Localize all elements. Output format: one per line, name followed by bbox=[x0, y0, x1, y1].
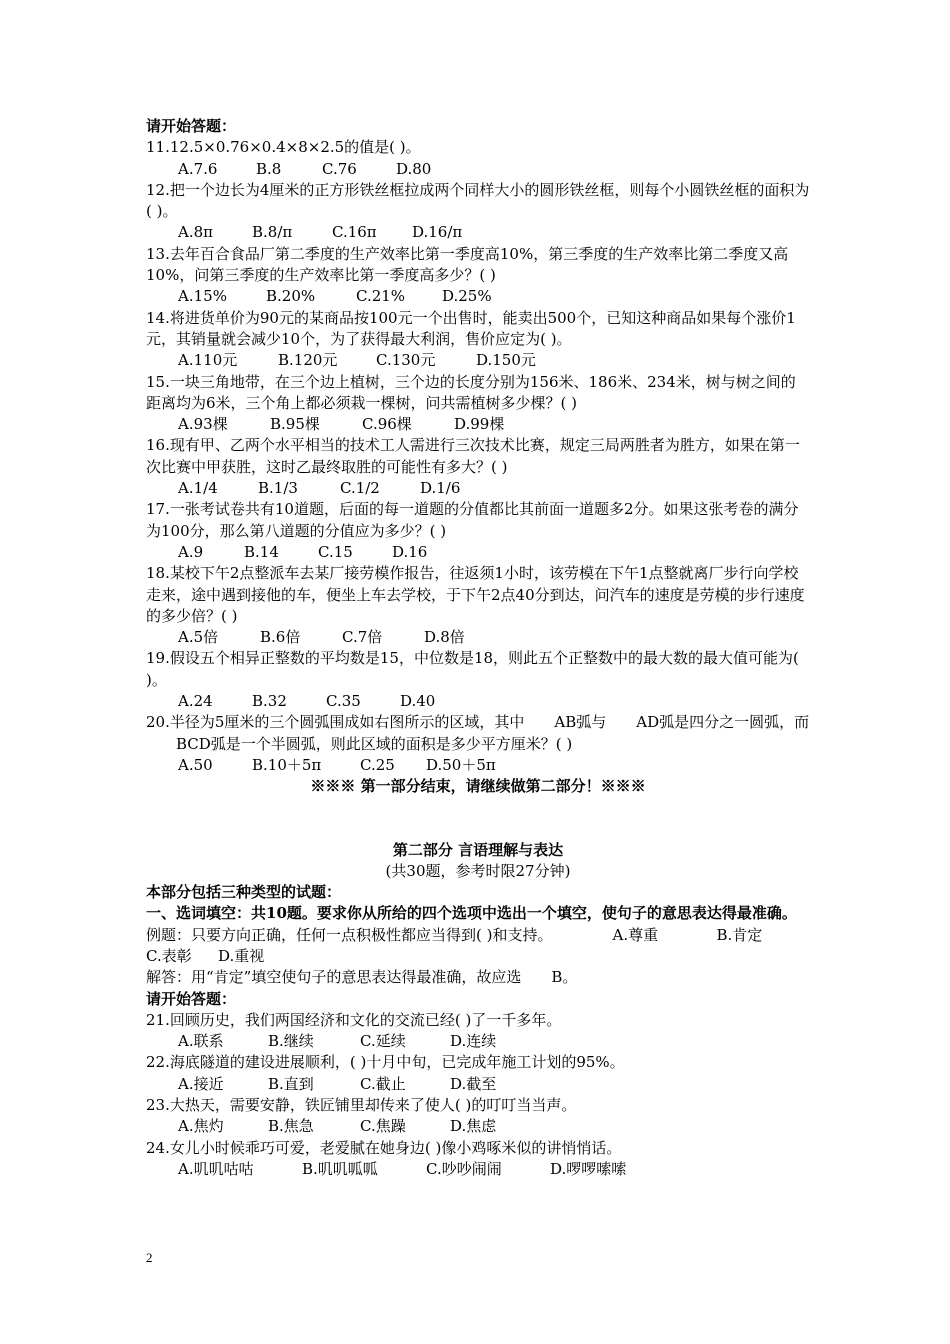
options-12 bbox=[178, 222, 810, 243]
option: C.25 bbox=[360, 755, 395, 774]
question-12: 12.把一个边长为4厘米的正方形铁丝框拉成两个同样大小的圆形铁丝框，则每个小圆铁丝框的面积为( )。 bbox=[146, 180, 810, 221]
option: D.焦虑 bbox=[450, 1117, 497, 1136]
option: C.16π bbox=[332, 223, 377, 242]
question-14: 14.将进货单价为90元的某商品按100元一个出售时，能卖出500个，已知这种商品如果每个涨价1元，其销量就会减少10个，为了获得最大利润，售价应定为( )。 bbox=[146, 308, 796, 348]
option: B.10＋5π bbox=[252, 755, 322, 774]
option: D.25% bbox=[442, 287, 492, 306]
example-answer bbox=[146, 967, 810, 988]
option: D.1/6 bbox=[420, 479, 461, 498]
question-16: 16.现有甲、乙两个水平相当的技术工人需进行三次技术比赛，规定三局两胜者为胜方，如果在第一次比赛中甲获胜，这时乙最终取胜的可能性有多大？( ) bbox=[146, 436, 800, 476]
example-option: B.肯定 bbox=[716, 925, 763, 944]
question-18: 18.某校下午2点整派车去某厂接劳模作报告，往返须1小时，该劳模在下午1点整就离厂步行向学校走来，途中遇到接他的车，便坐上车去学校，于下午2点40分到达，问汽车的速度是劳模的步行速度的多少倍？( ) bbox=[146, 564, 805, 625]
section2-intro: 本部分包括三种类型的试题： bbox=[146, 883, 342, 902]
option: B.继续 bbox=[268, 1032, 314, 1051]
option: B.14 bbox=[244, 542, 279, 561]
option: C.7倍 bbox=[342, 628, 383, 647]
option: A.93棵 bbox=[178, 415, 228, 434]
question-20-part: AB弧与 bbox=[554, 713, 607, 732]
option: A.110元 bbox=[178, 351, 238, 370]
option: D.16 bbox=[392, 542, 428, 561]
section1-start-label: 请开始答题： bbox=[146, 117, 237, 135]
option: A.接近 bbox=[178, 1074, 224, 1093]
option: D.80 bbox=[396, 159, 432, 178]
question-22: 22.海底隧道的建设进展顺利，( )十月中旬，已完成年施工计划的95%。 bbox=[146, 1053, 625, 1072]
option: A.8π bbox=[178, 223, 214, 242]
options-14 bbox=[178, 350, 810, 371]
example-question bbox=[146, 925, 810, 968]
options-18 bbox=[178, 627, 810, 648]
option: C.焦躁 bbox=[360, 1117, 406, 1136]
options-13 bbox=[178, 286, 810, 307]
option: B.焦急 bbox=[268, 1117, 314, 1136]
options-21 bbox=[178, 1031, 810, 1052]
options-20 bbox=[178, 755, 810, 776]
option: D.99棵 bbox=[454, 415, 505, 434]
option: C.延续 bbox=[360, 1032, 406, 1051]
option: C.截止 bbox=[360, 1074, 406, 1093]
section1-questions bbox=[146, 137, 810, 776]
example-text: 例题：只要方向正确，任何一点积极性都应当得到( )和支持。 bbox=[146, 925, 553, 944]
example-option: A.尊重 bbox=[612, 925, 659, 944]
option: A.50 bbox=[178, 755, 213, 774]
option: C.1/2 bbox=[340, 479, 380, 498]
section-gap bbox=[146, 798, 810, 840]
option: A.1/4 bbox=[178, 479, 218, 498]
example-option: D.重视 bbox=[218, 946, 265, 965]
question-20-part: 20.半径为5厘米的三个圆弧围成如右图所示的区域，其中 bbox=[146, 713, 525, 732]
option: C.15 bbox=[318, 542, 353, 561]
option: C.21% bbox=[356, 287, 406, 306]
options-17 bbox=[178, 542, 810, 563]
question-13: 13.去年百合食品厂第二季度的生产效率比第一季度高10%，第三季度的生产效率比第二季度又高10%，问第三季度的生产效率比第一季度高多少？( ) bbox=[146, 244, 789, 285]
question-21: 21.回顾历史，我们两国经济和文化的交流已经( )了一千多年。 bbox=[146, 1010, 562, 1029]
option: B.20% bbox=[266, 287, 316, 306]
option: C.35 bbox=[326, 692, 361, 711]
option: A.15% bbox=[178, 287, 227, 306]
option: A.焦灼 bbox=[178, 1117, 224, 1136]
option: B.32 bbox=[252, 692, 287, 711]
question-20-part: AD弧是四分之一圆弧，而 bbox=[636, 713, 810, 732]
option: C.130元 bbox=[376, 351, 436, 370]
option: D.40 bbox=[400, 692, 436, 711]
option: B.95棵 bbox=[270, 415, 320, 434]
option: D.啰啰嗦嗦 bbox=[550, 1159, 627, 1178]
option: D.连续 bbox=[450, 1032, 497, 1051]
options-15 bbox=[178, 414, 810, 435]
section2-type1-instructions: 一、选词填空：共10题。要求你从所给的四个选项中选出一个填空，使句子的意思表达得最准确。 bbox=[146, 904, 797, 923]
example-option: C.表彰 bbox=[146, 946, 192, 965]
option: D.8倍 bbox=[424, 628, 465, 647]
question-19: 19.假设五个相异正整数的平均数是15，中位数是18，则此五个正整数中的最大数的最大值可能为( )。 bbox=[146, 649, 799, 689]
option: B.6倍 bbox=[260, 628, 301, 647]
section2-start-label: 请开始答题： bbox=[146, 989, 237, 1008]
question-15: 15.一块三角地带，在三个边上植树，三个边的长度分别为156米、186米、234米，树与树之间的距离均为6米，三个角上都必须栽一棵树，问共需植树多少棵？( ) bbox=[146, 372, 796, 412]
option: A.叽叽咕咕 bbox=[178, 1159, 254, 1178]
options-23 bbox=[178, 1116, 810, 1137]
question-17: 17.一张考试卷共有10道题，后面的每一道题的分值都比其前面一道题多2分。如果这张考卷的满分为100分，那么第八道题的分值应为多少？( ) bbox=[146, 500, 799, 540]
options-16 bbox=[178, 478, 810, 499]
options-22 bbox=[178, 1074, 810, 1095]
section2-title: 第二部分 言语理解与表达 bbox=[392, 840, 564, 859]
document-page bbox=[146, 116, 810, 1180]
answer-text: 解答：用“肯定”填空使句子的意思表达得最准确，故应选 bbox=[146, 968, 522, 987]
option: A.7.6 bbox=[178, 159, 218, 178]
option: B.8/π bbox=[252, 223, 293, 242]
option: D.50＋5π bbox=[426, 755, 496, 774]
option: A.联系 bbox=[178, 1032, 224, 1051]
option: B.120元 bbox=[278, 351, 338, 370]
option: B.直到 bbox=[268, 1074, 314, 1093]
question-11: 11.12.5×0.76×0.4×8×2.5的值是( )。 bbox=[146, 138, 421, 157]
options-11 bbox=[178, 159, 810, 180]
option: D.截至 bbox=[450, 1074, 497, 1093]
option: C.96棵 bbox=[362, 415, 412, 434]
answer-choice: B。 bbox=[551, 968, 578, 987]
options-24 bbox=[178, 1159, 810, 1180]
question-20-part: BCD弧是一个半圆弧，则此区域的面积是多少平方厘米？( ) bbox=[176, 734, 573, 753]
question-20 bbox=[146, 712, 810, 755]
question-24: 24.女儿小时候乖巧可爱，老爱腻在她身边( )像小鸡啄米似的讲悄悄话。 bbox=[146, 1138, 622, 1157]
option: B.1/3 bbox=[258, 479, 298, 498]
page-number: 2 bbox=[146, 1250, 153, 1265]
option: B.8 bbox=[256, 159, 282, 178]
option: C.吵吵闹闹 bbox=[426, 1159, 502, 1178]
options-19 bbox=[178, 691, 810, 712]
option: A.5倍 bbox=[178, 628, 219, 647]
option: A.24 bbox=[178, 692, 213, 711]
section2-subtitle: (共30题，参考时限27分钟) bbox=[385, 861, 571, 880]
option: D.16/π bbox=[412, 223, 463, 242]
section1-end-note: ※※※ 第一部分结束，请继续做第二部分！※※※ bbox=[310, 777, 646, 796]
option: B.叽叽呱呱 bbox=[302, 1159, 378, 1178]
question-23: 23.大热天，需要安静，铁匠铺里却传来了使人( )的叮叮当当声。 bbox=[146, 1096, 577, 1115]
section2-questions bbox=[146, 1010, 810, 1180]
option: A.9 bbox=[178, 542, 204, 561]
option: C.76 bbox=[322, 159, 357, 178]
option: D.150元 bbox=[476, 351, 536, 370]
